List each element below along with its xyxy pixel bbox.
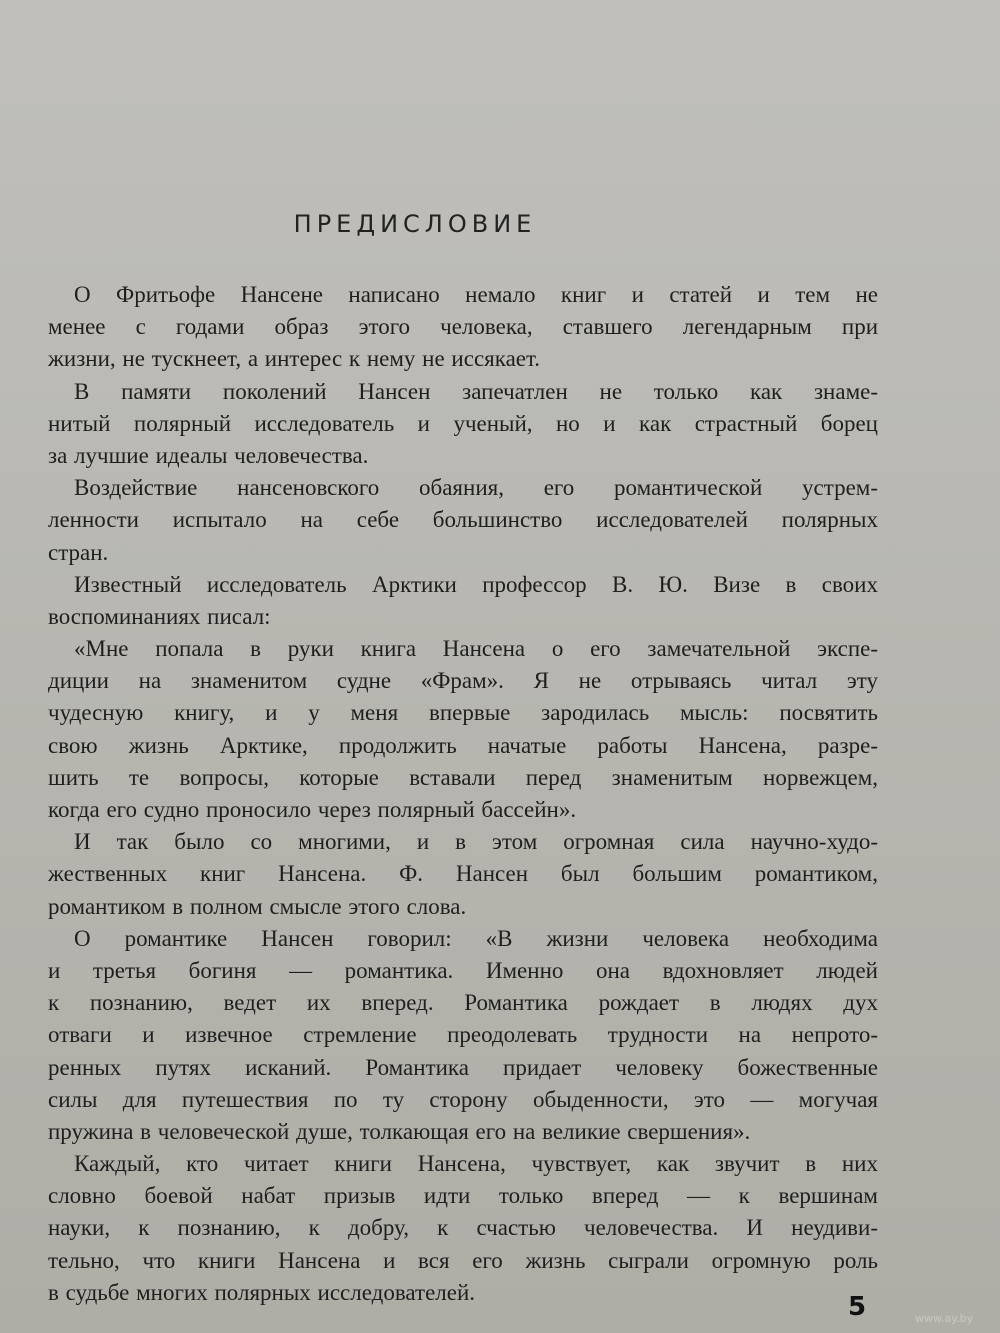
text-line: Известный исследователь Арктики профессор В. Ю. Визе в своих — [74, 571, 878, 597]
text-line: жизни, не тускнеет, а интерес к нему не иссякает. — [48, 346, 541, 372]
text-line: силы для путешествия по ту сторону обыденности, это — могучая — [48, 1086, 878, 1112]
text-line: пружина в человеческой душе, толкающая его на великие свершения». — [48, 1118, 751, 1144]
text-line: «Мне попала в руки книга Нансена о его замечательной экспе- — [74, 636, 878, 662]
page-number: 5 — [848, 1292, 867, 1322]
text-line: В памяти поколений Нансен запечатлен не только как знаме- — [74, 378, 878, 404]
text-line: чудесную книгу, и у меня впервые зародилась мысль: посвятить — [48, 700, 878, 726]
text-line: Каждый, кто читает книги Нансена, чувствует, как звучит в них — [74, 1151, 878, 1177]
text-line: тельно, что книги Нансена и вся его жизнь сыграли огромную роль — [48, 1247, 878, 1273]
text-line: романтиком в полном смысле этого слова. — [48, 893, 467, 919]
text-line: к познанию, ведет их вперед. Романтика рождает в людях дух — [48, 990, 878, 1016]
text-line: менее с годами образ этого человека, ставшего легендарным при — [48, 314, 878, 340]
text-line: и третья богиня — романтика. Именно она вдохновляет людей — [48, 957, 878, 983]
text-line: стран. — [48, 539, 109, 565]
text-line: отваги и извечное стремление преодолевать трудности на непрото- — [48, 1022, 878, 1048]
text-line: в судьбе многих полярных исследователей. — [48, 1279, 476, 1305]
text-line: нитый полярный исследователь и ученый, но и как страстный борец — [48, 410, 878, 436]
text-line: за лучшие идеалы человечества. — [48, 442, 369, 468]
text-line: ленности испытало на себе большинство исследователей полярных — [48, 507, 878, 533]
text-line: ренных путях исканий. Романтика придает человеку божественные — [48, 1054, 878, 1080]
text-line: когда его судно проносило через полярный бассейн». — [48, 797, 577, 822]
text-line: науки, к познанию, к добру, к счастью человечества. И неудиви- — [48, 1215, 878, 1241]
text-line: шить те вопросы, которые вставали перед знаменитым норвежцем, — [48, 764, 878, 790]
page-title: ПРЕДИСЛОВИЕ — [293, 210, 537, 238]
body-text — [48, 279, 878, 1309]
text-line: свою жизнь Арктике, продолжить начатые работы Нансена, разре- — [48, 732, 878, 758]
text-line: Воздействие нансеновского обаяния, его романтической устрем- — [74, 475, 878, 501]
text-line: О Фритьофе Нансене написано немало книг и статей и тем не — [74, 282, 878, 307]
watermark: www.ay.by — [915, 1312, 974, 1325]
text-line: воспоминаниях писал: — [48, 603, 271, 629]
text-line: диции на знаменитом судне «Фрам». Я не отрываясь читал эту — [48, 668, 878, 694]
text-line: словно боевой набат призыв идти только вперед — к вершинам — [48, 1183, 878, 1209]
text-line: жественных книг Нансена. Ф. Нансен был большим романтиком, — [48, 861, 878, 887]
text-line: О романтике Нансен говорил: «В жизни человека необходима — [74, 925, 878, 951]
text-line: И так было со многими, и в этом огромная сила научно-худо- — [74, 829, 878, 855]
